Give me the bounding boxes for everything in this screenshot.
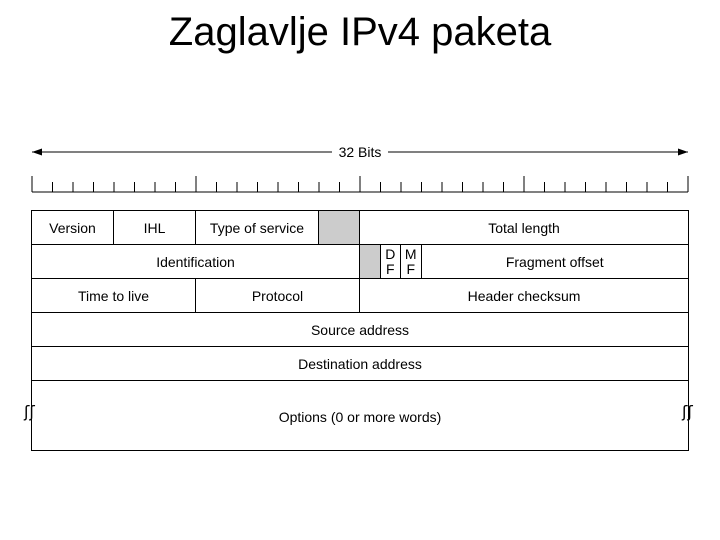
header-field (32, 313, 688, 346)
page-title: Zaglavlje IPv4 paketa (168, 10, 552, 54)
header-field (422, 245, 689, 278)
field-label: Fragment offset (505, 253, 604, 270)
header-field (196, 211, 319, 244)
reserved-field (360, 245, 381, 278)
field-label: Version (49, 219, 96, 236)
ruler-arrow-left (32, 149, 42, 156)
header-field (32, 211, 114, 244)
flag-field (381, 245, 402, 278)
field-label: Identification (156, 253, 235, 270)
field-label: IHL (143, 219, 166, 236)
field-label: Protocol (251, 287, 304, 304)
header-row (32, 245, 688, 279)
flag-letter: F (406, 260, 416, 277)
field-label: Source address (310, 321, 410, 338)
field-label: Header checksum (467, 287, 581, 304)
bits-ruler (0, 140, 720, 200)
header-field (32, 279, 196, 312)
left-break-mark: ʃʃ (24, 402, 35, 421)
field-label: Options (0 or more words) (278, 408, 442, 425)
field-label: Total length (488, 219, 560, 236)
header-field (196, 279, 360, 312)
header-row (32, 313, 688, 347)
header-field (32, 347, 688, 380)
field-label: Time to live (77, 287, 150, 304)
field-label: Destination address (298, 355, 422, 372)
right-break-mark: ʃʃ (682, 402, 693, 421)
header-row (32, 211, 688, 245)
flag-letter: M (404, 245, 417, 262)
ipv4-header-diagram (31, 210, 689, 451)
header-row (32, 279, 688, 313)
flag-letter: D (385, 245, 396, 262)
reserved-field (319, 211, 360, 244)
flag-letter: F (385, 260, 395, 277)
ruler-arrow-right (678, 149, 688, 156)
header-row (32, 381, 688, 452)
header-field (32, 245, 360, 278)
header-field (32, 381, 688, 452)
header-field (114, 211, 196, 244)
flag-field (401, 245, 422, 278)
ruler-label: 32 Bits (338, 144, 382, 160)
field-label: Type of service (209, 219, 305, 236)
header-field (360, 279, 688, 312)
header-field (360, 211, 688, 244)
ruler-ticks (32, 176, 688, 192)
header-row (32, 347, 688, 381)
